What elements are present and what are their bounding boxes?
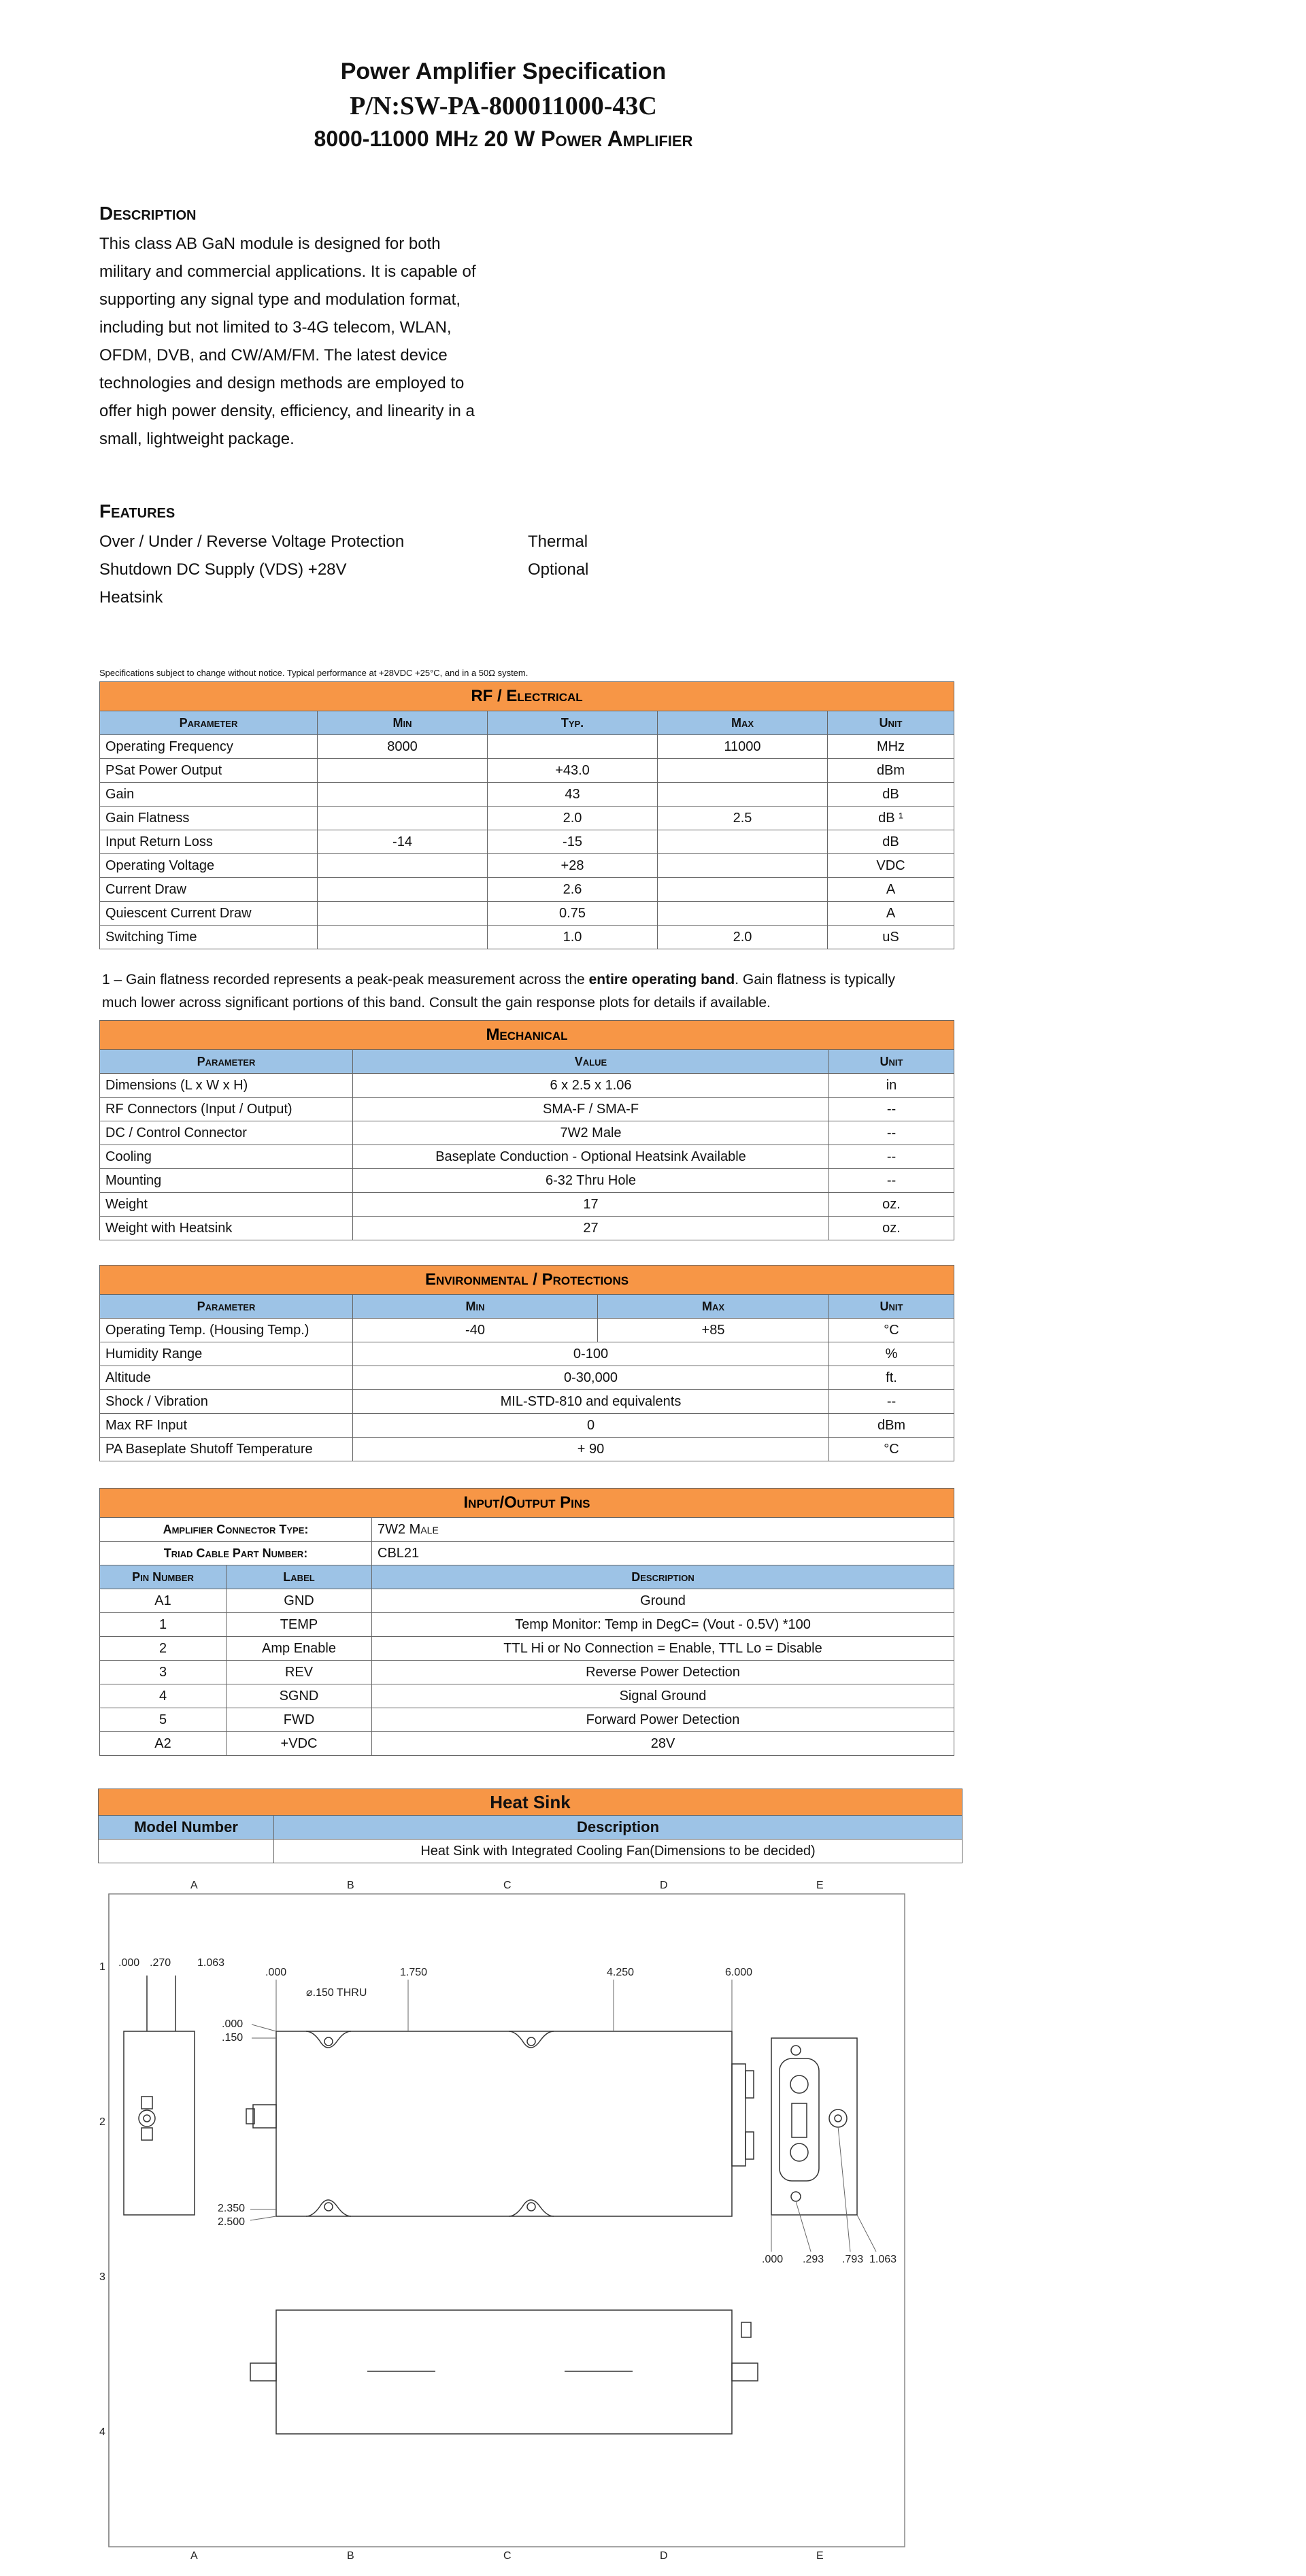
cell: Operating Temp. (Housing Temp.) [100, 1319, 353, 1342]
cell: SMA-F / SMA-F [353, 1098, 829, 1121]
front-view [250, 2310, 758, 2434]
dimension-label: .270 [150, 1957, 171, 1969]
cell: A [828, 878, 954, 902]
table-row [100, 1414, 954, 1438]
cell: Ground [372, 1589, 954, 1613]
table-row [100, 1366, 954, 1390]
io-pins-table [99, 1488, 954, 1756]
table-row [100, 783, 954, 807]
cell: GND [227, 1589, 372, 1613]
table-row [100, 1518, 954, 1542]
column-header: Min [318, 711, 488, 735]
table-row [100, 1390, 954, 1414]
description-line: technologies and design methods are employed to [99, 374, 465, 392]
feature-item: Shutdown DC Supply (VDS) +28V [99, 560, 347, 579]
description-text [99, 230, 535, 453]
cell: % [829, 1342, 954, 1366]
cell: +VDC [227, 1732, 372, 1756]
cell: Gain [100, 783, 318, 807]
cell: 0.75 [488, 902, 658, 926]
cell: -- [829, 1121, 954, 1145]
cell: °C [829, 1319, 954, 1342]
table-row [100, 1121, 954, 1145]
cell: 2.5 [658, 807, 828, 830]
feature-item: Heatsink [99, 588, 163, 607]
cell: -14 [318, 830, 488, 854]
cell: Operating Voltage [100, 854, 318, 878]
cell: +85 [598, 1319, 829, 1342]
connector-type-label: Amplifier Connector Type: [100, 1518, 372, 1542]
dimension-label: .000 [118, 1957, 140, 1969]
connector-type-value: 7W2 Male [372, 1518, 954, 1542]
mechanical-outline-drawing [95, 1880, 911, 2560]
cell [318, 878, 488, 902]
cell: 27 [353, 1217, 829, 1240]
table-row [100, 1637, 954, 1661]
io-pins-table-title: Input/Output Pins [100, 1489, 954, 1518]
cell: PSat Power Output [100, 759, 318, 783]
cable-part-label: Triad Cable Part Number: [100, 1542, 372, 1565]
table-row [100, 1708, 954, 1732]
table-row [100, 1342, 954, 1366]
description-line: including but not limited to 3-4G telecom, WLAN, [99, 318, 452, 337]
cell: 28V [372, 1732, 954, 1756]
column-header: Min [353, 1295, 598, 1319]
cell: VDC [828, 854, 954, 878]
cell [318, 926, 488, 949]
grid-col-label: B [347, 2550, 354, 2560]
table-row [100, 1613, 954, 1637]
table-row [100, 1684, 954, 1708]
table-row [100, 902, 954, 926]
cell: 0-30,000 [353, 1366, 829, 1390]
cell: REV [227, 1661, 372, 1684]
cell [658, 830, 828, 854]
environmental-table-title: Environmental / Protections [100, 1266, 954, 1295]
cell: 7W2 Male [353, 1121, 829, 1145]
cell [318, 854, 488, 878]
grid-row-label: 3 [99, 2271, 105, 2283]
cell: A [828, 902, 954, 926]
table-row [100, 1661, 954, 1684]
dimension-label: 2.500 [218, 2216, 246, 2228]
cell: Dimensions (L x W x H) [100, 1074, 353, 1098]
cell: 17 [353, 1193, 829, 1217]
cell: 6 x 2.5 x 1.06 [353, 1074, 829, 1098]
cell: oz. [829, 1193, 954, 1217]
footnote-text: . Gain flatness is typically much lower across significant portions of this band. Consult the gain response plots for details if available. [102, 972, 896, 1011]
cell: +43.0 [488, 759, 658, 783]
cell: 2.6 [488, 878, 658, 902]
cell [658, 783, 828, 807]
cell: dBm [829, 1414, 954, 1438]
description-line: OFDM, DVB, and CW/AM/FM. The latest device [99, 346, 448, 365]
column-header: Typ. [488, 711, 658, 735]
cell: 1.0 [488, 926, 658, 949]
table-row [99, 1840, 962, 1863]
cell: uS [828, 926, 954, 949]
column-header: Unit [828, 711, 954, 735]
thru-hole-label: ⌀.150 THRU [306, 1987, 367, 1999]
grid-col-label: A [190, 1880, 198, 1891]
drawing-grid-labels [99, 1880, 824, 2560]
column-header: Model Number [99, 1816, 274, 1840]
dimension-label: 4.250 [607, 1967, 635, 1978]
column-header: Unit [829, 1295, 954, 1319]
cell: 5 [100, 1708, 227, 1732]
cell: TEMP [227, 1613, 372, 1637]
table-row [100, 1169, 954, 1193]
cell: dBm [828, 759, 954, 783]
cable-part-value: CBL21 [372, 1542, 954, 1565]
cell: Baseplate Conduction - Optional Heatsink Available [353, 1145, 829, 1169]
cell: Shock / Vibration [100, 1390, 353, 1414]
feature-item: Thermal [528, 532, 588, 551]
column-header: Pin Number [100, 1565, 227, 1589]
cell: A1 [100, 1589, 227, 1613]
heat-sink-table [98, 1789, 962, 1863]
environmental-table [99, 1265, 954, 1461]
cell [318, 783, 488, 807]
cell: MHz [828, 735, 954, 759]
dimension-lines [250, 1980, 876, 2252]
rf-table-title: RF / Electrical [100, 682, 954, 711]
grid-col-label: C [503, 2550, 512, 2560]
cell: 0-100 [353, 1342, 829, 1366]
cell: -15 [488, 830, 658, 854]
table-row [100, 1732, 954, 1756]
table-row [100, 1217, 954, 1240]
table-row [100, 878, 954, 902]
features-heading: Features [99, 501, 175, 522]
table-row [100, 807, 954, 830]
cell: dB [828, 830, 954, 854]
features-list [99, 528, 404, 611]
cell: Gain Flatness [100, 807, 318, 830]
features-list-right [528, 528, 588, 583]
dimension-label: .150 [222, 2032, 244, 2044]
cell: A2 [100, 1732, 227, 1756]
cell: Signal Ground [372, 1684, 954, 1708]
cell: Heat Sink with Integrated Cooling Fan(Dimensions to be decided) [274, 1840, 962, 1863]
grid-col-label: E [816, 2550, 824, 2560]
table-row [100, 1098, 954, 1121]
column-header: Max [658, 711, 828, 735]
table-row [100, 1438, 954, 1461]
gain-flatness-footnote [102, 968, 905, 1015]
feature-item: Over / Under / Reverse Voltage Protection [99, 532, 405, 551]
table-row [100, 1145, 954, 1169]
cell: -40 [353, 1319, 598, 1342]
table-row [100, 1074, 954, 1098]
dimension-label: .000 [222, 2018, 244, 2030]
grid-col-label: E [816, 1880, 824, 1891]
column-header: Parameter [100, 711, 318, 735]
cell: 8000 [318, 735, 488, 759]
table-row [100, 1589, 954, 1613]
cell: 1 [100, 1613, 227, 1637]
cell: DC / Control Connector [100, 1121, 353, 1145]
cell: 11000 [658, 735, 828, 759]
cell: 2.0 [488, 807, 658, 830]
column-header: Max [598, 1295, 829, 1319]
mechanical-table-title: Mechanical [100, 1021, 954, 1050]
heat-sink-table-title: Heat Sink [99, 1789, 962, 1816]
cell: Weight [100, 1193, 353, 1217]
grid-col-label: B [347, 1880, 354, 1891]
dimension-label: .793 [842, 2254, 864, 2265]
cell: Input Return Loss [100, 830, 318, 854]
cell: 2 [100, 1637, 227, 1661]
footnote-text: 1 – Gain flatness recorded represents a peak-peak measurement across the [102, 972, 589, 987]
cell [318, 759, 488, 783]
grid-row-label: 1 [99, 1961, 105, 1973]
cell [488, 735, 658, 759]
side-view-left [124, 1976, 195, 2215]
cell: SGND [227, 1684, 372, 1708]
page-subtitle: 8000-11000 MHz 20 W Power Amplifier [314, 126, 693, 151]
cell: -- [829, 1169, 954, 1193]
cell: 4 [100, 1684, 227, 1708]
cell [658, 878, 828, 902]
description-line: offer high power density, efficiency, and linearity in a [99, 402, 475, 420]
page-title: Power Amplifier Specification [340, 58, 667, 84]
grid-col-label: A [190, 2550, 198, 2560]
dimension-label: .293 [803, 2254, 824, 2265]
table-row [100, 1319, 954, 1342]
cell: TTL Hi or No Connection = Enable, TTL Lo = Disable [372, 1637, 954, 1661]
rf-electrical-table [99, 681, 954, 949]
dimension-label: 1.063 [869, 2254, 897, 2265]
description-line: This class AB GaN module is designed for both [99, 235, 441, 253]
cell: Cooling [100, 1145, 353, 1169]
cell: dB [828, 783, 954, 807]
cell: 0 [353, 1414, 829, 1438]
dimension-label: 1.750 [400, 1967, 428, 1978]
cell: Weight with Heatsink [100, 1217, 353, 1240]
cell: -- [829, 1145, 954, 1169]
cell: Switching Time [100, 926, 318, 949]
cell: Operating Frequency [100, 735, 318, 759]
cell [658, 854, 828, 878]
dimension-label: .000 [265, 1967, 287, 1978]
cell: Mounting [100, 1169, 353, 1193]
column-header: Description [372, 1565, 954, 1589]
table-row [100, 735, 954, 759]
table-row [100, 1542, 954, 1565]
cell: in [829, 1074, 954, 1098]
cell: 3 [100, 1661, 227, 1684]
cell: Altitude [100, 1366, 353, 1390]
cell [99, 1840, 274, 1863]
cell [658, 902, 828, 926]
cell: Reverse Power Detection [372, 1661, 954, 1684]
cell: Current Draw [100, 878, 318, 902]
grid-col-label: C [503, 1880, 512, 1891]
top-view-body [246, 2031, 754, 2216]
table-row [100, 830, 954, 854]
feature-item: Optional [528, 560, 589, 579]
grid-col-label: D [660, 2550, 668, 2560]
cell [318, 807, 488, 830]
cell: oz. [829, 1217, 954, 1240]
cell: °C [829, 1438, 954, 1461]
table-row [100, 759, 954, 783]
cell: +28 [488, 854, 658, 878]
footnote-emphasis: entire operating band [588, 972, 735, 987]
cell: Forward Power Detection [372, 1708, 954, 1732]
column-header: Parameter [100, 1050, 353, 1074]
cell [318, 902, 488, 926]
table-row [100, 854, 954, 878]
grid-col-label: D [660, 1880, 668, 1891]
cell: 6-32 Thru Hole [353, 1169, 829, 1193]
cell: -- [829, 1098, 954, 1121]
description-line: small, lightweight package. [99, 430, 295, 448]
cell: Quiescent Current Draw [100, 902, 318, 926]
column-header: Unit [829, 1050, 954, 1074]
cell [658, 759, 828, 783]
description-line: military and commercial applications. It is capable of [99, 262, 476, 281]
column-header: Parameter [100, 1295, 353, 1319]
cell: FWD [227, 1708, 372, 1732]
description-line: supporting any signal type and modulation format, [99, 290, 461, 309]
column-header: Value [353, 1050, 829, 1074]
column-header: Label [227, 1565, 372, 1589]
cell: PA Baseplate Shutoff Temperature [100, 1438, 353, 1461]
column-header: Description [274, 1816, 962, 1840]
cell: 43 [488, 783, 658, 807]
table-row [100, 926, 954, 949]
cell: Temp Monitor: Temp in DegC= (Vout - 0.5V) *100 [372, 1613, 954, 1637]
cell: 2.0 [658, 926, 828, 949]
cell: + 90 [353, 1438, 829, 1461]
cell: Humidity Range [100, 1342, 353, 1366]
dimension-label: 6.000 [725, 1967, 753, 1978]
cell: RF Connectors (Input / Output) [100, 1098, 353, 1121]
mechanical-table [99, 1020, 954, 1240]
description-heading: Description [99, 203, 197, 224]
specs-disclaimer: Specifications subject to change without notice. Typical performance at +28VDC +25°C, and in a 50Ω system. [99, 668, 529, 678]
cell: Max RF Input [100, 1414, 353, 1438]
cell: MIL-STD-810 and equivalents [353, 1390, 829, 1414]
grid-row-label: 2 [99, 2116, 105, 2128]
dimension-label: .000 [762, 2254, 784, 2265]
table-row [100, 1193, 954, 1217]
dimension-label: 2.350 [218, 2203, 246, 2214]
part-number: P/N:SW-PA-800011000-43C [350, 92, 657, 120]
cell: ft. [829, 1366, 954, 1390]
grid-row-label: 4 [99, 2426, 105, 2438]
cell: Amp Enable [227, 1637, 372, 1661]
dimension-label: 1.063 [197, 1957, 225, 1969]
cell: dB ¹ [828, 807, 954, 830]
cell: -- [829, 1390, 954, 1414]
